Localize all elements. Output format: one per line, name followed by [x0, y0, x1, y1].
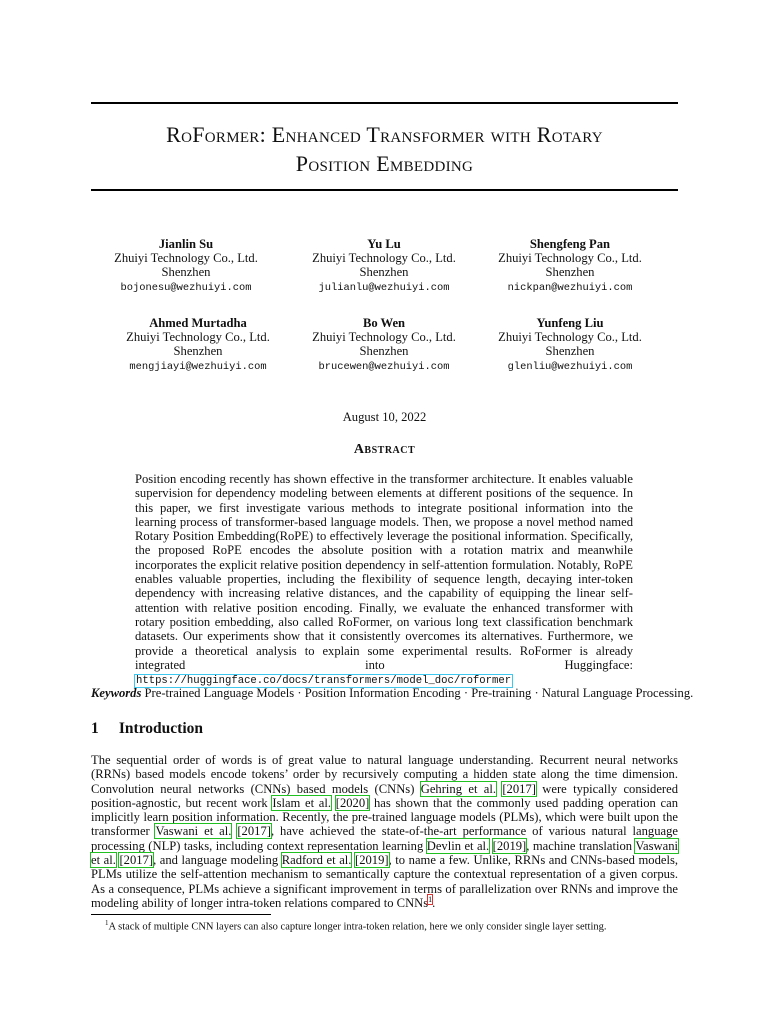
author-city: Shenzhen [359, 265, 409, 280]
intro-text: , have achieved the state-of-the-art performance of various natural language processing (NLP) tasks, including context representation learning [91, 824, 679, 853]
intro-text: . [432, 895, 436, 910]
author-city: Shenzhen [173, 344, 223, 359]
footnote-rule [91, 914, 271, 915]
section-title: Introduction [118, 720, 203, 737]
intro-text: , machine translation [526, 838, 636, 853]
author-block [289, 316, 479, 374]
author-email[interactable]: nickpan@wezhuiyi.com [507, 281, 633, 294]
author-affiliation: Zhuiyi Technology Co., Ltd. [114, 251, 258, 266]
author-name: Ahmed Murtadha [149, 316, 247, 330]
intro-text: were typically considered position-agnostic, but recent work [91, 781, 679, 810]
citation-link[interactable]: Vaswani et al. [155, 824, 232, 839]
citation-link[interactable]: Vaswani et al. [91, 838, 678, 868]
author-affiliation: Zhuiyi Technology Co., Ltd. [126, 330, 270, 345]
introduction-paragraph [91, 753, 678, 910]
abstract-text: Position encoding recently has shown effective in the transformer architecture. It enables valuable supervision for dependency modeling between elements at different positions of the sequence. In this paper, we first investigate various methods to integrate positional information into the learning process of transformer-based language models. Then, we propose a novel method named Rotary Position Embedding(RoPE) to effectively leverage the positional information. Specifically, the proposed RoPE encodes the absolute position with a rotation matrix and meanwhile incorporates the explicit relative position dependency in self-attention formulation. Notably, RoPE enables valuable properties, including the flexibility of sequence length, decaying inter-token dependency with increasing relative distances, and the capability of equipping the linear self-attention with relative position encoding. Finally, we evaluate the enhanced transformer with rotary position embedding, also called RoFormer, on various long text classification benchmark datasets. Our experiments show that it consistently overcomes its alternatives. Furthermore, we provide a theoretical analysis to explain some experimental results. RoFormer is already integrated into Huggingface: [135, 472, 633, 672]
citation-link[interactable]: [2017] [502, 781, 536, 796]
author-name: Yunfeng Liu [536, 316, 604, 330]
citation-link[interactable]: Gehring et al. [420, 781, 497, 796]
keywords-label: Keywords [91, 686, 142, 700]
publication-date: August 10, 2022 [342, 410, 427, 424]
keywords-text: Pre-trained Language Models · Position Information Encoding · Pre-training · Natural Language Processing. [144, 686, 694, 700]
top-rule [91, 102, 678, 104]
intro-text: , and language modeling [153, 853, 282, 868]
footnote [105, 919, 607, 933]
author-email[interactable]: julianlu@wezhuiyi.com [318, 281, 450, 294]
author-email[interactable]: bojonesu@wezhuiyi.com [120, 281, 252, 294]
citation-link[interactable]: Radford et al. [281, 853, 352, 868]
author-block [103, 316, 293, 374]
author-name: Shengfeng Pan [529, 237, 611, 251]
author-city: Shenzhen [359, 344, 409, 359]
citation-link[interactable]: [2017] [237, 824, 271, 839]
author-affiliation: Zhuiyi Technology Co., Ltd. [312, 251, 456, 266]
author-block [91, 237, 281, 295]
author-affiliation: Zhuiyi Technology Co., Ltd. [498, 330, 642, 345]
section-heading [91, 720, 203, 738]
title-line-2: Position Embedding [295, 151, 474, 176]
citation-link[interactable]: Devlin et al. [426, 838, 490, 853]
author-email[interactable]: brucewen@wezhuiyi.com [318, 360, 450, 373]
abstract-body [135, 472, 633, 688]
author-affiliation: Zhuiyi Technology Co., Ltd. [312, 330, 456, 345]
author-block [475, 237, 665, 295]
intro-text: The sequential order of words is of great value to natural language understanding. Recurrent neural networks (RRNs) based models encode tokens’ order by recursively computing a hidden state along the time dimension. Convolution neural networks (CNNs) based models (CNNs) [91, 753, 678, 796]
section-number: 1 [91, 720, 99, 737]
footnote-number: 1 [105, 919, 109, 927]
author-email[interactable]: mengjiayi@wezhuiyi.com [129, 360, 267, 373]
footnote-link[interactable]: 1 [428, 894, 433, 904]
author-name: Bo Wen [362, 316, 406, 330]
abstract-heading: Abstract [353, 442, 416, 457]
citation-link[interactable]: [2019] [355, 853, 389, 868]
keywords [91, 686, 694, 701]
author-city: Shenzhen [545, 265, 595, 280]
author-email[interactable]: glenliu@wezhuiyi.com [507, 360, 633, 373]
author-block [289, 237, 479, 295]
paper-title [91, 120, 678, 178]
author-affiliation: Zhuiyi Technology Co., Ltd. [498, 251, 642, 266]
intro-text: has shown that the commonly used padding operation can implicitly learn position information. Recently, the pre-trained language models (PLMs), which were built upon the transformer [91, 795, 678, 839]
title-line-1: RoFormer: Enhanced Transformer with Rotary [166, 122, 603, 147]
intro-text: , to name a few. Unlike, RRNs and CNNs-based models, PLMs utilize the self-attention mechanism to semantically capture the contextual representation of a given corpus. As a consequence, PLMs achieve a significant improvement in terms of parallelization over RNNs and improve the modeling ability of longer intra-token relations compared to CNNs [91, 853, 679, 910]
citation-link[interactable]: Islam et al. [272, 795, 332, 810]
author-block [475, 316, 665, 374]
title-bottom-rule [91, 189, 678, 191]
citation-link[interactable]: [2019] [492, 838, 527, 853]
citation-link[interactable]: [2017] [119, 853, 154, 868]
author-city: Shenzhen [545, 344, 595, 359]
author-name: Yu Lu [367, 237, 401, 251]
author-city: Shenzhen [161, 265, 211, 280]
footnote-text: A stack of multiple CNN layers can also capture longer intra-token relation, here we only consider single layer setting. [108, 921, 607, 933]
author-name: Jianlin Su [158, 237, 214, 251]
huggingface-link[interactable]: https://huggingface.co/docs/transformers/model_doc/roformer [136, 675, 512, 688]
citation-link[interactable]: [2020] [335, 795, 370, 810]
